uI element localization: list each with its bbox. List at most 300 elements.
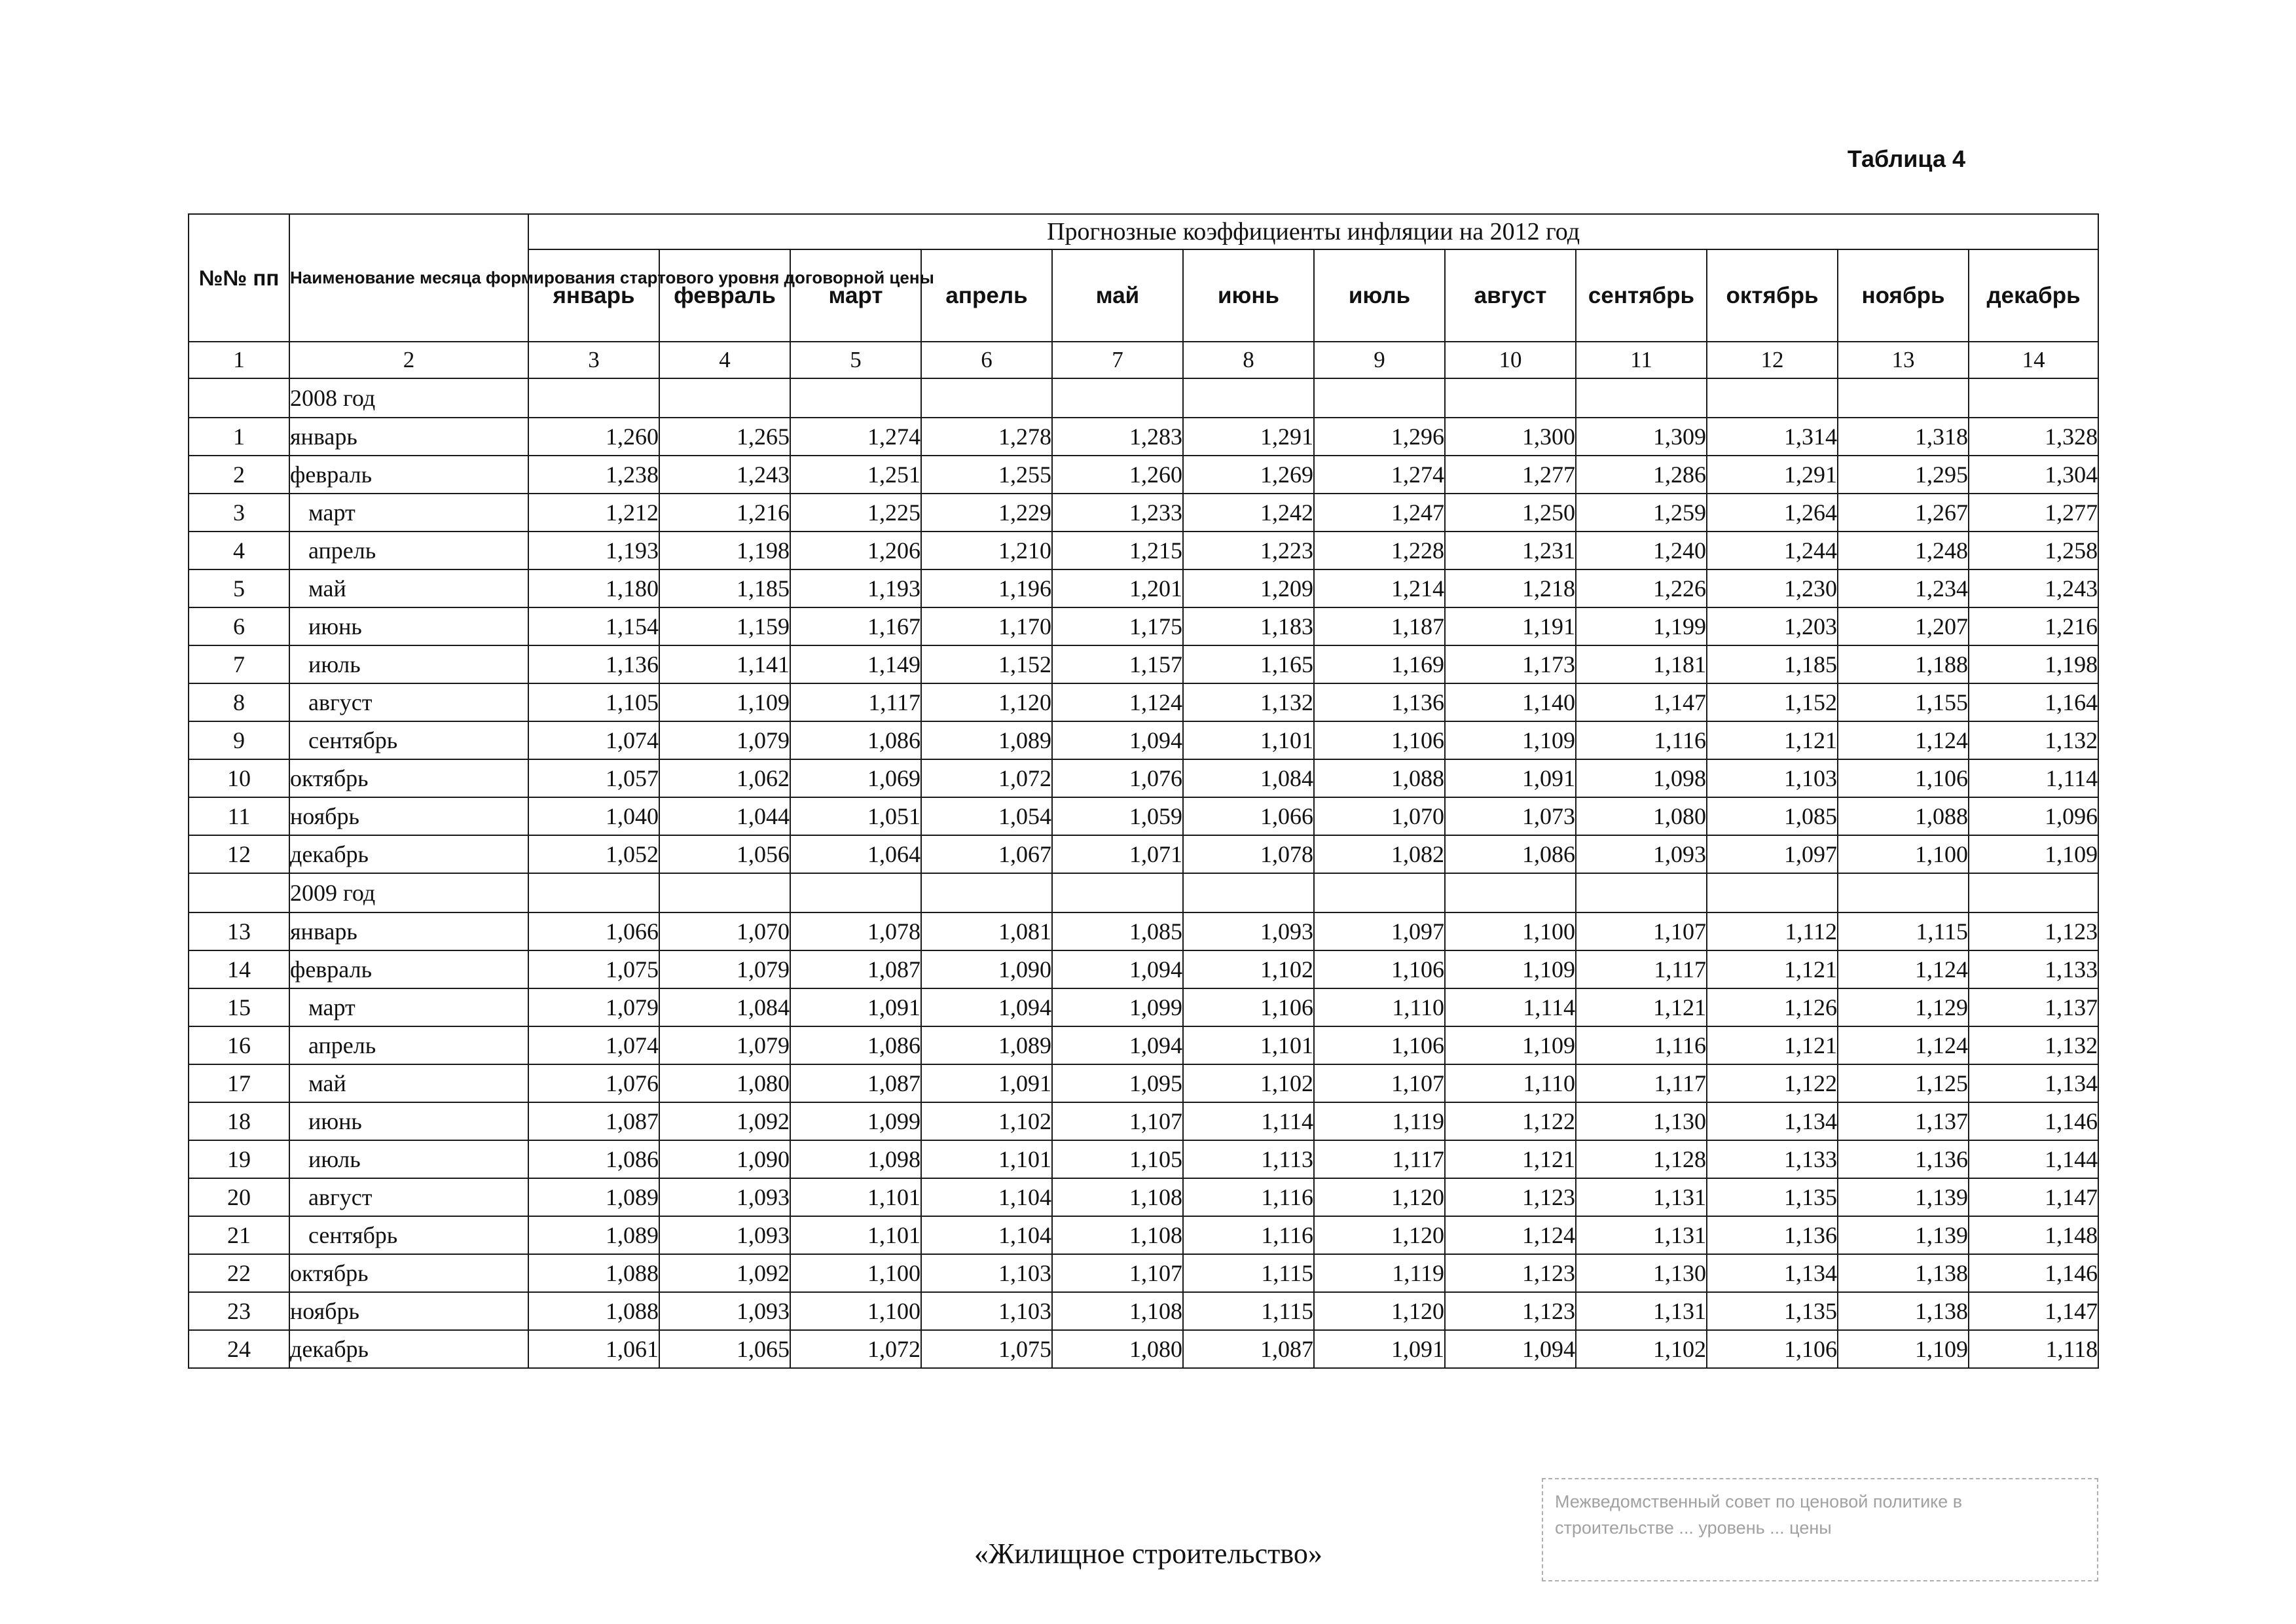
table-row	[189, 988, 2098, 1026]
coefficient-cell: 1,123	[1445, 1254, 1576, 1292]
month-header-1: февраль	[659, 249, 790, 342]
coefficient-cell: 1,100	[1838, 835, 1969, 873]
coefficient-cell: 1,081	[921, 912, 1052, 950]
coefficient-cell: 1,088	[1838, 797, 1969, 835]
coefficient-cell: 1,114	[1183, 1102, 1314, 1140]
coefficient-cell: 1,196	[921, 569, 1052, 607]
table-row	[189, 683, 2098, 721]
column-index-cell: 12	[1707, 342, 1838, 378]
coefficient-cell: 1,175	[1052, 607, 1183, 645]
coefficient-cell: 1,093	[1183, 912, 1314, 950]
coefficient-cell: 1,120	[1314, 1216, 1445, 1254]
coefficient-cell: 1,144	[1969, 1140, 2098, 1178]
coefficient-cell: 1,248	[1838, 532, 1969, 569]
coefficient-cell: 1,101	[1183, 1026, 1314, 1064]
coefficient-cell: 1,098	[1576, 759, 1707, 797]
table-row	[189, 532, 2098, 569]
coefficient-cell: 1,267	[1838, 494, 1969, 532]
empty-cell	[1576, 873, 1707, 912]
coefficient-cell: 1,133	[1969, 950, 2098, 988]
month-header-11: декабрь	[1969, 249, 2098, 342]
coefficient-cell: 1,106	[1314, 950, 1445, 988]
row-number: 3	[189, 494, 289, 532]
coefficient-cell: 1,157	[1052, 645, 1183, 683]
coefficient-cell: 1,214	[1314, 569, 1445, 607]
coefficient-cell: 1,093	[659, 1216, 790, 1254]
coefficient-cell: 1,191	[1445, 607, 1576, 645]
coefficient-cell: 1,140	[1445, 683, 1576, 721]
table-row	[189, 569, 2098, 607]
row-number: 15	[189, 988, 289, 1026]
month-header-5: июнь	[1183, 249, 1314, 342]
coefficient-cell: 1,100	[1445, 912, 1576, 950]
row-month-name: сентябрь	[289, 721, 528, 759]
coefficient-cell: 1,260	[1052, 456, 1183, 494]
coefficient-cell: 1,167	[790, 607, 921, 645]
coefficient-cell: 1,115	[1183, 1292, 1314, 1330]
coefficient-cell: 1,193	[790, 569, 921, 607]
coefficient-cell: 1,130	[1576, 1254, 1707, 1292]
coefficient-cell: 1,121	[1707, 721, 1838, 759]
coefficient-cell: 1,110	[1445, 1064, 1576, 1102]
table-row	[189, 1292, 2098, 1330]
row-month-name: декабрь	[289, 835, 528, 873]
coefficient-cell: 1,088	[528, 1292, 659, 1330]
coefficient-cell: 1,244	[1707, 532, 1838, 569]
coefficient-cell: 1,109	[1838, 1330, 1969, 1368]
coefficient-cell: 1,079	[659, 950, 790, 988]
column-index-cell: 4	[659, 342, 790, 378]
group-header: Прогнозные коэффициенты инфляции на 2012 год	[528, 214, 2098, 249]
month-header-10: ноябрь	[1838, 249, 1969, 342]
table-row	[189, 645, 2098, 683]
coefficient-cell: 1,123	[1445, 1178, 1576, 1216]
row-number: 1	[189, 418, 289, 456]
coefficient-cell: 1,203	[1707, 607, 1838, 645]
empty-cell	[1838, 378, 1969, 418]
coefficient-cell: 1,181	[1576, 645, 1707, 683]
coefficient-cell: 1,198	[659, 532, 790, 569]
coefficient-cell: 1,087	[1183, 1330, 1314, 1368]
coefficient-cell: 1,277	[1445, 456, 1576, 494]
coefficient-cell: 1,136	[528, 645, 659, 683]
coefficient-cell: 1,075	[921, 1330, 1052, 1368]
row-number: 19	[189, 1140, 289, 1178]
coefficient-cell: 1,102	[921, 1102, 1052, 1140]
empty-cell	[1183, 378, 1314, 418]
coefficient-cell: 1,229	[921, 494, 1052, 532]
coefficient-cell: 1,066	[528, 912, 659, 950]
coefficient-cell: 1,228	[1314, 532, 1445, 569]
coefficient-cell: 1,243	[659, 456, 790, 494]
footer-title: «Жилищное строительство»	[974, 1538, 1322, 1570]
coefficient-cell: 1,099	[1052, 988, 1183, 1026]
row-month-name: ноябрь	[289, 1292, 528, 1330]
coefficient-cell: 1,086	[790, 721, 921, 759]
column-index-cell: 11	[1576, 342, 1707, 378]
row-number: 16	[189, 1026, 289, 1064]
coefficient-cell: 1,097	[1707, 835, 1838, 873]
coefficient-cell: 1,093	[1576, 835, 1707, 873]
row-number: 13	[189, 912, 289, 950]
coefficient-cell: 1,185	[1707, 645, 1838, 683]
coefficient-cell: 1,258	[1969, 532, 2098, 569]
coefficient-cell: 1,264	[1707, 494, 1838, 532]
coefficient-cell: 1,116	[1576, 721, 1707, 759]
coefficient-cell: 1,137	[1838, 1102, 1969, 1140]
coefficient-cell: 1,109	[1445, 1026, 1576, 1064]
empty-cell	[790, 873, 921, 912]
coefficient-cell: 1,054	[921, 797, 1052, 835]
coefficient-cell: 1,300	[1445, 418, 1576, 456]
coefficient-cell: 1,130	[1576, 1102, 1707, 1140]
coefficient-cell: 1,080	[1052, 1330, 1183, 1368]
row-number: 9	[189, 721, 289, 759]
stamp-line: Межведомственный совет по ценовой политике в	[1555, 1492, 1963, 1511]
coefficient-cell: 1,073	[1445, 797, 1576, 835]
coefficient-cell: 1,094	[921, 988, 1052, 1026]
coefficient-cell: 1,291	[1707, 456, 1838, 494]
coefficient-cell: 1,106	[1314, 1026, 1445, 1064]
month-header-8: сентябрь	[1576, 249, 1707, 342]
coefficient-cell: 1,120	[1314, 1292, 1445, 1330]
row-month-name: февраль	[289, 456, 528, 494]
empty-cell	[1707, 873, 1838, 912]
coefficient-cell: 1,139	[1838, 1178, 1969, 1216]
coefficient-cell: 1,090	[659, 1140, 790, 1178]
coefficient-cell: 1,116	[1183, 1216, 1314, 1254]
coefficient-cell: 1,121	[1445, 1140, 1576, 1178]
coefficient-cell: 1,108	[1052, 1178, 1183, 1216]
table-row	[189, 721, 2098, 759]
coefficient-cell: 1,089	[528, 1178, 659, 1216]
coefficient-cell: 1,199	[1576, 607, 1707, 645]
coefficient-cell: 1,242	[1183, 494, 1314, 532]
coefficient-cell: 1,112	[1707, 912, 1838, 950]
empty-cell	[1969, 378, 2098, 418]
column-header-number: №№ пп	[189, 214, 289, 342]
coefficient-cell: 1,133	[1707, 1140, 1838, 1178]
coefficient-cell: 1,131	[1576, 1292, 1707, 1330]
table-row	[189, 494, 2098, 532]
coefficient-cell: 1,216	[659, 494, 790, 532]
coefficient-cell: 1,225	[790, 494, 921, 532]
coefficient-cell: 1,106	[1183, 988, 1314, 1026]
coefficient-cell: 1,117	[790, 683, 921, 721]
row-month-name: апрель	[289, 1026, 528, 1064]
coefficient-cell: 1,131	[1576, 1178, 1707, 1216]
coefficient-cell: 1,233	[1052, 494, 1183, 532]
month-header-0: январь	[528, 249, 659, 342]
coefficient-cell: 1,116	[1576, 1026, 1707, 1064]
coefficient-cell: 1,086	[1445, 835, 1576, 873]
empty-cell	[1445, 378, 1576, 418]
coefficient-cell: 1,126	[1707, 988, 1838, 1026]
coefficient-cell: 1,101	[790, 1216, 921, 1254]
row-number: 17	[189, 1064, 289, 1102]
coefficient-cell: 1,056	[659, 835, 790, 873]
table-row	[189, 607, 2098, 645]
coefficient-cell: 1,090	[921, 950, 1052, 988]
coefficient-cell: 1,091	[921, 1064, 1052, 1102]
coefficient-cell: 1,216	[1969, 607, 2098, 645]
coefficient-cell: 1,124	[1052, 683, 1183, 721]
month-header-3: апрель	[921, 249, 1052, 342]
coefficient-cell: 1,206	[790, 532, 921, 569]
table-row	[189, 950, 2098, 988]
table-row	[189, 1178, 2098, 1216]
coefficient-cell: 1,102	[1183, 950, 1314, 988]
table-row	[189, 1254, 2098, 1292]
coefficient-cell: 1,132	[1969, 721, 2098, 759]
coefficient-cell: 1,124	[1445, 1216, 1576, 1254]
coefficient-cell: 1,117	[1576, 1064, 1707, 1102]
coefficient-cell: 1,198	[1969, 645, 2098, 683]
coefficient-cell: 1,125	[1838, 1064, 1969, 1102]
coefficient-cell: 1,274	[1314, 456, 1445, 494]
coefficient-cell: 1,238	[528, 456, 659, 494]
coefficient-cell: 1,283	[1052, 418, 1183, 456]
coefficient-cell: 1,101	[1183, 721, 1314, 759]
coefficient-cell: 1,223	[1183, 532, 1314, 569]
row-number: 21	[189, 1216, 289, 1254]
coefficient-cell: 1,147	[1969, 1178, 2098, 1216]
column-header-month-name: Наименование месяца формирования стартового уровня договорной цены	[289, 214, 528, 342]
coefficient-cell: 1,101	[921, 1140, 1052, 1178]
column-index-cell: 8	[1183, 342, 1314, 378]
table-row	[189, 1216, 2098, 1254]
coefficient-cell: 1,117	[1314, 1140, 1445, 1178]
coefficient-cell: 1,218	[1445, 569, 1576, 607]
coefficient-cell: 1,129	[1838, 988, 1969, 1026]
year-label: 2008 год	[289, 378, 528, 418]
coefficient-cell: 1,295	[1838, 456, 1969, 494]
coefficient-cell: 1,106	[1838, 759, 1969, 797]
coefficient-cell: 1,134	[1707, 1102, 1838, 1140]
coefficient-cell: 1,215	[1052, 532, 1183, 569]
coefficient-cell: 1,132	[1183, 683, 1314, 721]
coefficient-cell: 1,091	[1314, 1330, 1445, 1368]
month-header-4: май	[1052, 249, 1183, 342]
row-month-name: март	[289, 494, 528, 532]
coefficient-cell: 1,122	[1445, 1102, 1576, 1140]
coefficient-cell: 1,134	[1707, 1254, 1838, 1292]
coefficient-cell: 1,137	[1969, 988, 2098, 1026]
empty-cell	[189, 378, 289, 418]
coefficient-cell: 1,187	[1314, 607, 1445, 645]
coefficient-cell: 1,146	[1969, 1254, 2098, 1292]
coefficient-cell: 1,108	[1052, 1216, 1183, 1254]
coefficient-cell: 1,188	[1838, 645, 1969, 683]
coefficient-cell: 1,085	[1707, 797, 1838, 835]
coefficient-cell: 1,120	[1314, 1178, 1445, 1216]
coefficient-cell: 1,251	[790, 456, 921, 494]
column-index-cell: 7	[1052, 342, 1183, 378]
row-number: 20	[189, 1178, 289, 1216]
coefficient-cell: 1,314	[1707, 418, 1838, 456]
column-index-cell: 14	[1969, 342, 2098, 378]
coefficient-cell: 1,265	[659, 418, 790, 456]
empty-cell	[1314, 378, 1445, 418]
row-month-name: октябрь	[289, 1254, 528, 1292]
coefficient-cell: 1,185	[659, 569, 790, 607]
coefficient-cell: 1,080	[1576, 797, 1707, 835]
coefficient-cell: 1,121	[1707, 1026, 1838, 1064]
coefficient-cell: 1,277	[1969, 494, 2098, 532]
coefficient-cell: 1,094	[1052, 950, 1183, 988]
month-header-6: июль	[1314, 249, 1445, 342]
coefficient-cell: 1,051	[790, 797, 921, 835]
column-index-cell: 2	[289, 342, 528, 378]
row-number: 22	[189, 1254, 289, 1292]
coefficient-cell: 1,089	[921, 1026, 1052, 1064]
coefficient-cell: 1,078	[1183, 835, 1314, 873]
coefficient-cell: 1,116	[1183, 1178, 1314, 1216]
coefficient-cell: 1,183	[1183, 607, 1314, 645]
row-month-name: февраль	[289, 950, 528, 988]
row-number: 10	[189, 759, 289, 797]
coefficient-cell: 1,119	[1314, 1254, 1445, 1292]
coefficient-cell: 1,141	[659, 645, 790, 683]
coefficient-cell: 1,210	[921, 532, 1052, 569]
coefficient-cell: 1,243	[1969, 569, 2098, 607]
row-month-name: май	[289, 569, 528, 607]
coefficient-cell: 1,104	[921, 1178, 1052, 1216]
month-header-7: август	[1445, 249, 1576, 342]
coefficient-cell: 1,072	[921, 759, 1052, 797]
row-month-name: август	[289, 683, 528, 721]
coefficient-cell: 1,122	[1707, 1064, 1838, 1102]
coefficient-cell: 1,095	[1052, 1064, 1183, 1102]
coefficient-cell: 1,094	[1052, 1026, 1183, 1064]
coefficient-cell: 1,139	[1838, 1216, 1969, 1254]
coefficient-cell: 1,076	[528, 1064, 659, 1102]
coefficient-cell: 1,107	[1576, 912, 1707, 950]
row-month-name: май	[289, 1064, 528, 1102]
coefficient-cell: 1,059	[1052, 797, 1183, 835]
coefficient-cell: 1,121	[1576, 988, 1707, 1026]
coefficient-cell: 1,173	[1445, 645, 1576, 683]
coefficient-cell: 1,159	[659, 607, 790, 645]
coefficient-cell: 1,074	[528, 1026, 659, 1064]
table-body	[189, 342, 2098, 1368]
table-row	[189, 1102, 2098, 1140]
row-number: 4	[189, 532, 289, 569]
row-number: 18	[189, 1102, 289, 1140]
row-month-name: июль	[289, 645, 528, 683]
coefficient-cell: 1,080	[659, 1064, 790, 1102]
coefficient-cell: 1,098	[790, 1140, 921, 1178]
coefficient-cell: 1,097	[1314, 912, 1445, 950]
coefficient-cell: 1,089	[528, 1216, 659, 1254]
coefficient-cell: 1,296	[1314, 418, 1445, 456]
coefficient-cell: 1,136	[1314, 683, 1445, 721]
coefficient-cell: 1,115	[1183, 1254, 1314, 1292]
coefficient-cell: 1,094	[1445, 1330, 1576, 1368]
coefficient-cell: 1,079	[659, 721, 790, 759]
coefficient-cell: 1,291	[1183, 418, 1314, 456]
coefficient-cell: 1,103	[921, 1292, 1052, 1330]
coefficient-cell: 1,109	[1445, 721, 1576, 759]
coefficient-cell: 1,070	[1314, 797, 1445, 835]
coefficient-cell: 1,164	[1969, 683, 2098, 721]
coefficient-cell: 1,069	[790, 759, 921, 797]
coefficient-cell: 1,087	[790, 1064, 921, 1102]
inflation-coefficients-table	[188, 213, 2099, 1369]
coefficient-cell: 1,113	[1183, 1140, 1314, 1178]
coefficient-cell: 1,136	[1838, 1140, 1969, 1178]
coefficient-cell: 1,193	[528, 532, 659, 569]
coefficient-cell: 1,234	[1838, 569, 1969, 607]
coefficient-cell: 1,087	[790, 950, 921, 988]
coefficient-cell: 1,075	[528, 950, 659, 988]
row-month-name: январь	[289, 912, 528, 950]
coefficient-cell: 1,135	[1707, 1292, 1838, 1330]
coefficient-cell: 1,278	[921, 418, 1052, 456]
coefficient-cell: 1,114	[1969, 759, 2098, 797]
coefficient-cell: 1,103	[921, 1254, 1052, 1292]
empty-cell	[921, 378, 1052, 418]
empty-cell	[189, 873, 289, 912]
coefficient-cell: 1,108	[1052, 1292, 1183, 1330]
row-month-name: август	[289, 1178, 528, 1216]
empty-cell	[659, 378, 790, 418]
coefficient-cell: 1,147	[1969, 1292, 2098, 1330]
column-index-cell: 3	[528, 342, 659, 378]
coefficient-cell: 1,109	[1969, 835, 2098, 873]
coefficient-cell: 1,102	[1183, 1064, 1314, 1102]
row-number: 24	[189, 1330, 289, 1368]
coefficient-cell: 1,115	[1838, 912, 1969, 950]
coefficient-cell: 1,104	[921, 1216, 1052, 1254]
coefficient-cell: 1,132	[1969, 1026, 2098, 1064]
empty-cell	[1183, 873, 1314, 912]
table-row	[189, 835, 2098, 873]
coefficient-cell: 1,061	[528, 1330, 659, 1368]
coefficient-cell: 1,106	[1707, 1330, 1838, 1368]
coefficient-cell: 1,084	[1183, 759, 1314, 797]
coefficient-cell: 1,086	[790, 1026, 921, 1064]
table-row	[189, 1064, 2098, 1102]
coefficient-cell: 1,209	[1183, 569, 1314, 607]
year-row	[189, 378, 2098, 418]
coefficient-cell: 1,128	[1576, 1140, 1707, 1178]
table-row	[189, 456, 2098, 494]
coefficient-cell: 1,148	[1969, 1216, 2098, 1254]
coefficient-cell: 1,120	[921, 683, 1052, 721]
table-row	[189, 1140, 2098, 1178]
row-month-name: декабрь	[289, 1330, 528, 1368]
row-month-name: июнь	[289, 1102, 528, 1140]
coefficient-cell: 1,088	[528, 1254, 659, 1292]
coefficient-cell: 1,134	[1969, 1064, 2098, 1102]
coefficient-cell: 1,064	[790, 835, 921, 873]
coefficient-cell: 1,121	[1707, 950, 1838, 988]
coefficient-cell: 1,052	[528, 835, 659, 873]
coefficient-cell: 1,101	[790, 1178, 921, 1216]
coefficient-cell: 1,328	[1969, 418, 2098, 456]
coefficient-cell: 1,118	[1969, 1330, 2098, 1368]
row-number: 23	[189, 1292, 289, 1330]
year-label: 2009 год	[289, 873, 528, 912]
column-index-cell: 6	[921, 342, 1052, 378]
coefficient-cell: 1,207	[1838, 607, 1969, 645]
coefficient-cell: 1,107	[1052, 1102, 1183, 1140]
coefficient-cell: 1,170	[921, 607, 1052, 645]
coefficient-cell: 1,131	[1576, 1216, 1707, 1254]
coefficient-cell: 1,103	[1707, 759, 1838, 797]
coefficient-cell: 1,067	[921, 835, 1052, 873]
